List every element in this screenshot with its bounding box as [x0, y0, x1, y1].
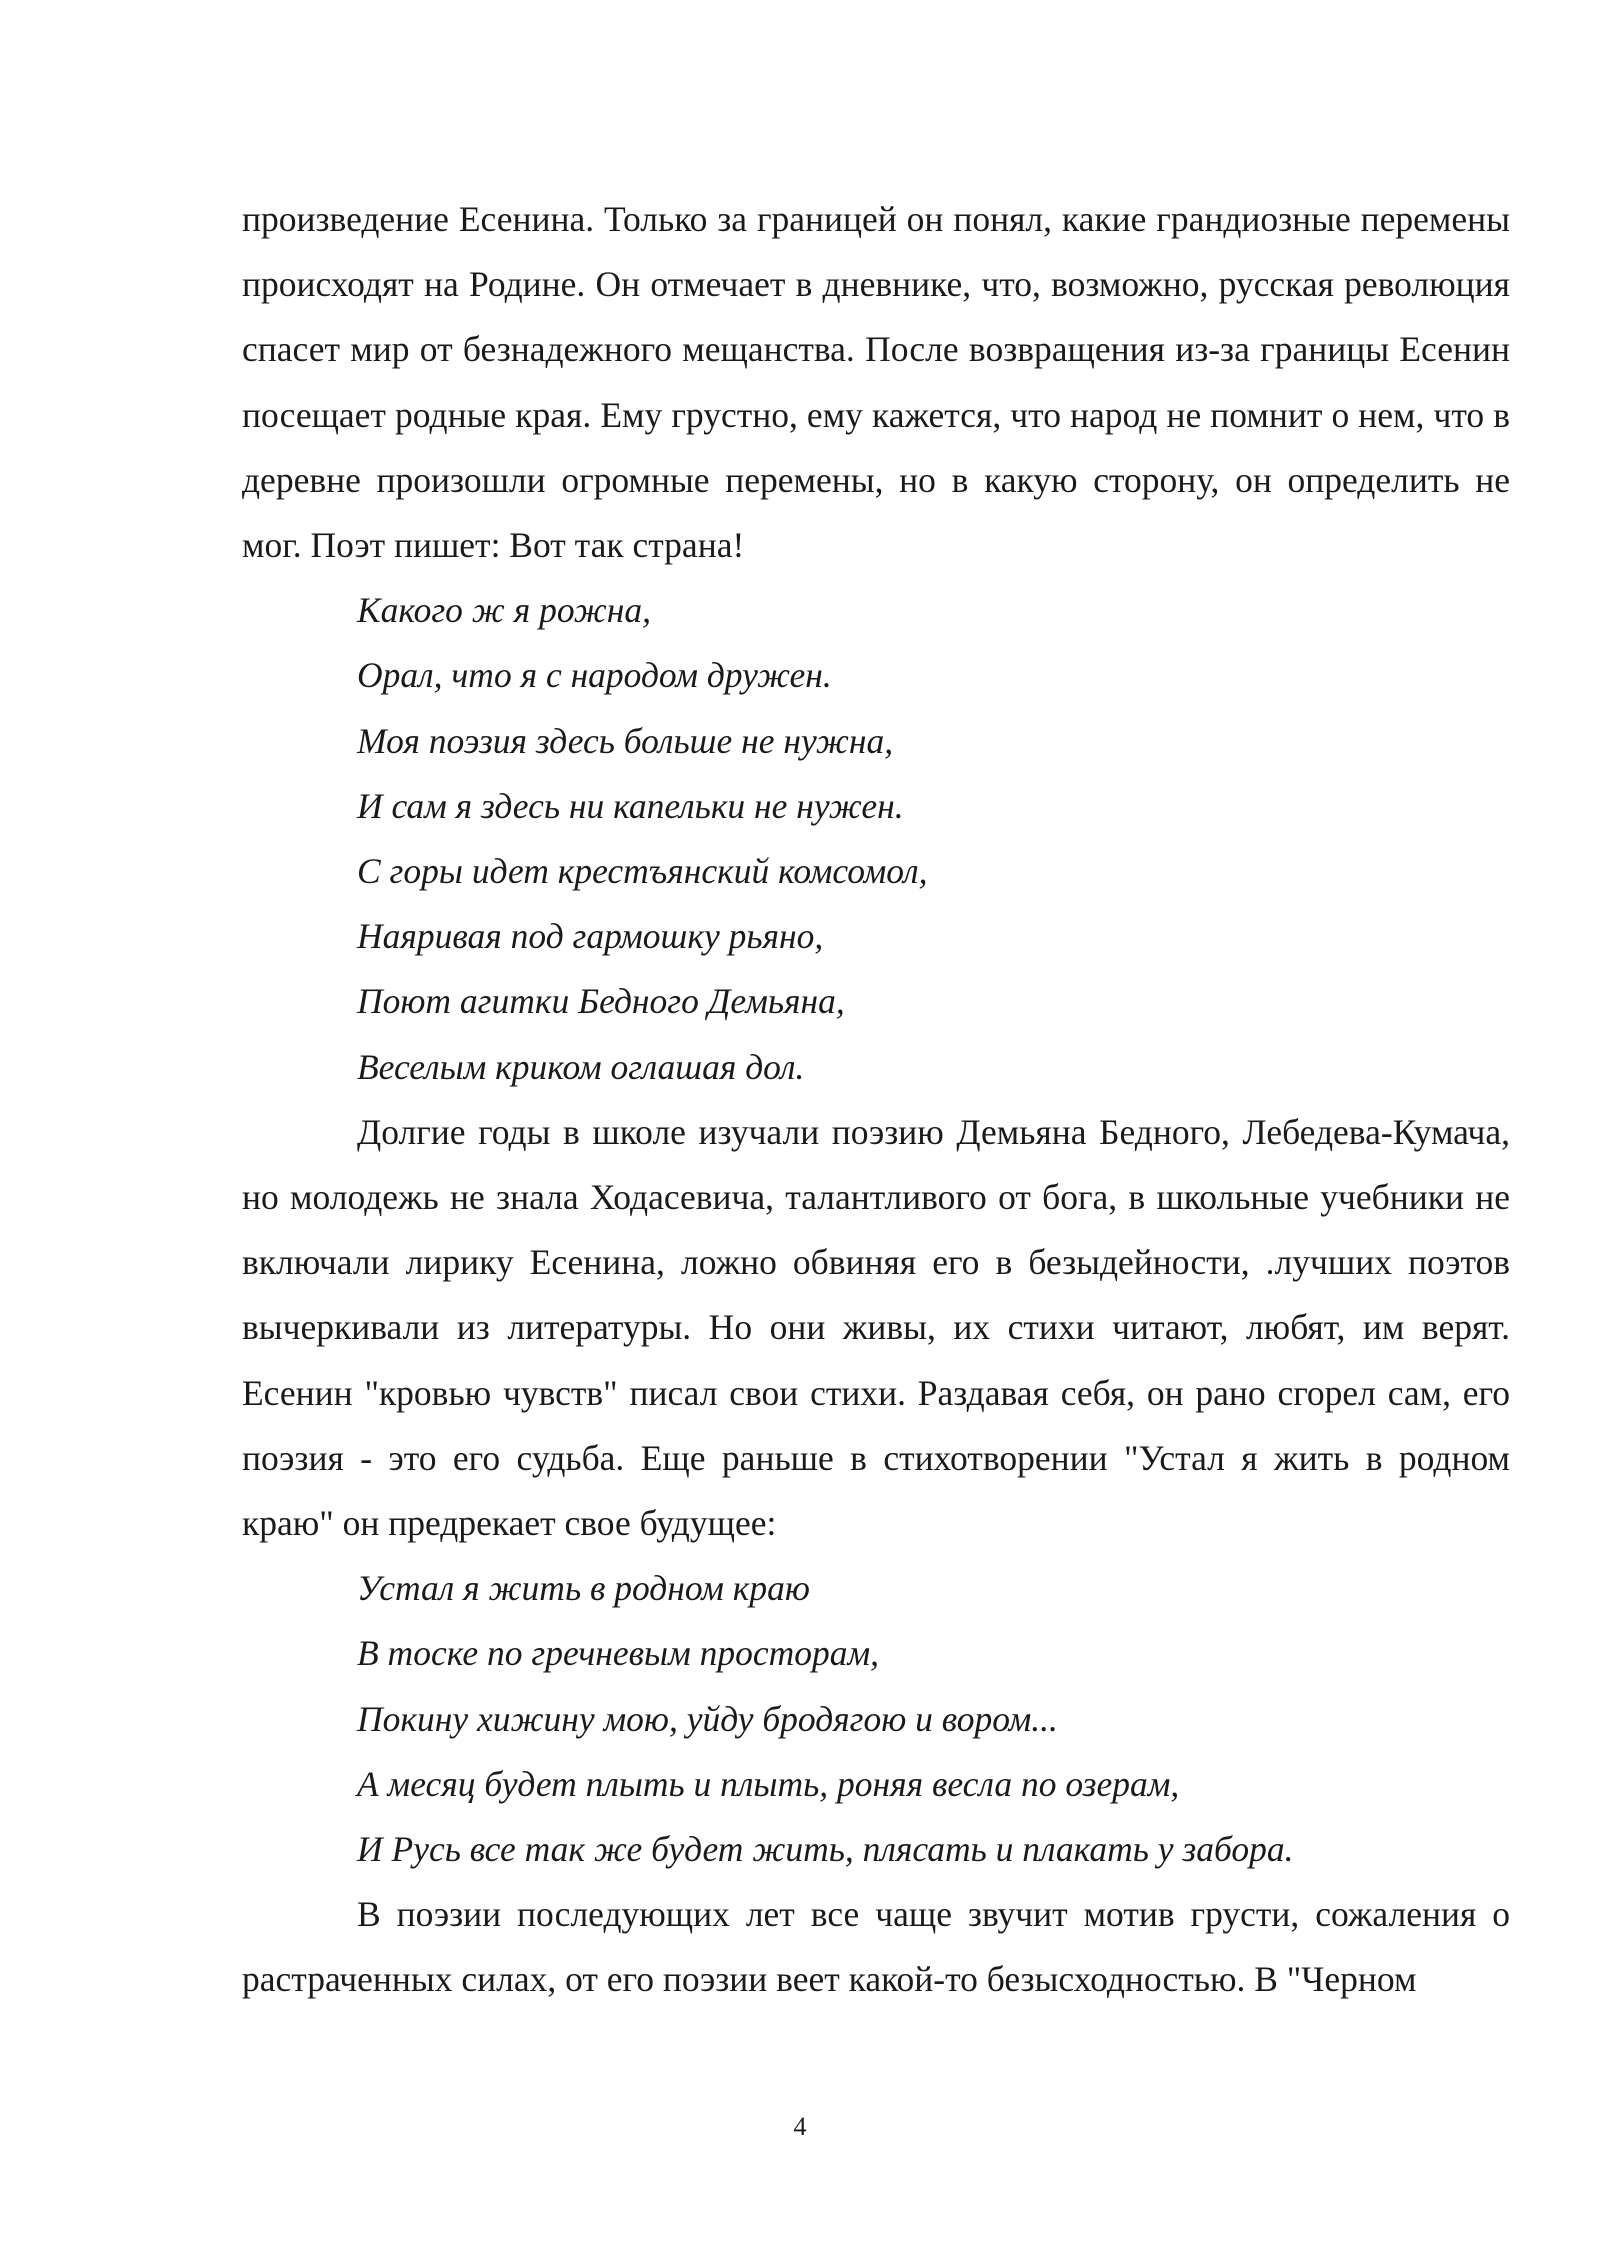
verse-line: И сам я здесь ни капельки не нужен. [357, 785, 904, 826]
verse-line: Какого ж я рожна, [357, 590, 651, 631]
verse-line: Наяривая под гармошку рьяно, [357, 916, 824, 957]
verse-line: Покину хижину мою, уйду бродягою и вором... [357, 1698, 1058, 1739]
verse-line: Моя поэзия здесь больше не нужна, [357, 720, 894, 761]
verse-line: Устал я жить в родном краю [357, 1568, 810, 1609]
verse-line: С горы идет крестъянский комсомол, [357, 851, 928, 892]
page-number: 4 [793, 2112, 807, 2141]
verse-block [242, 1556, 1510, 1882]
body-text [242, 187, 1510, 2013]
paragraph: произведение Есенина. Только за границей он понял, какие грандиозные перемены происходят на Родине. Он отмечает в дневнике, что, возможно, русская революция спасет мир от безнадежного мещанства. После возвращения из-за границы Есенин посещает родные края. Ему грустно, ему кажется, что народ не помнит о нем, что в деревне произошли огромные перемены, но в какую сторону, он определить не мог. Поэт пишет: Вот так страна! [242, 199, 1510, 566]
paragraph: В поэзии последующих лет все чаще звучит мотив грусти, сожаления о растраченных силах, от его поэзии веет какой-то безысходностью. В "Черном [242, 1894, 1510, 2000]
verse-block [242, 578, 1510, 1100]
verse-line: Веселым криком оглашая дол. [357, 1046, 805, 1087]
paragraph: Долгие годы в школе изучали поэзию Демьяна Бедного, Лебедева-Кумача, но молодежь не знала Ходасевича, талантливого от бога, в школьные учебники не включали лирику Есенина, ложно обвиняя его в безыдейности, .лучших поэтов вычеркивали из литературы. Но они живы, их стихи читают, любят, им верят. Есенин "кровью чувств" писал свои стихи. Раздавая себя, он рано сгорел сам, его поэзия - это его судьба. Еще раньше в стихотворении "Устал я жить в родном краю" он предрекает свое будущее: [242, 1111, 1510, 1544]
verse-line: И Русь все так же будет жить, плясать и плакать у забора. [357, 1829, 1294, 1870]
verse-line: Поют агитки Бедного Демьяна, [357, 981, 845, 1022]
verse-line: В тоске по гречневым просторам, [357, 1633, 880, 1674]
verse-line: Орал, что я с народом дружен. [357, 655, 832, 696]
verse-line: А месяц будет плыть и плыть, роняя весла по озерам, [357, 1763, 1180, 1804]
